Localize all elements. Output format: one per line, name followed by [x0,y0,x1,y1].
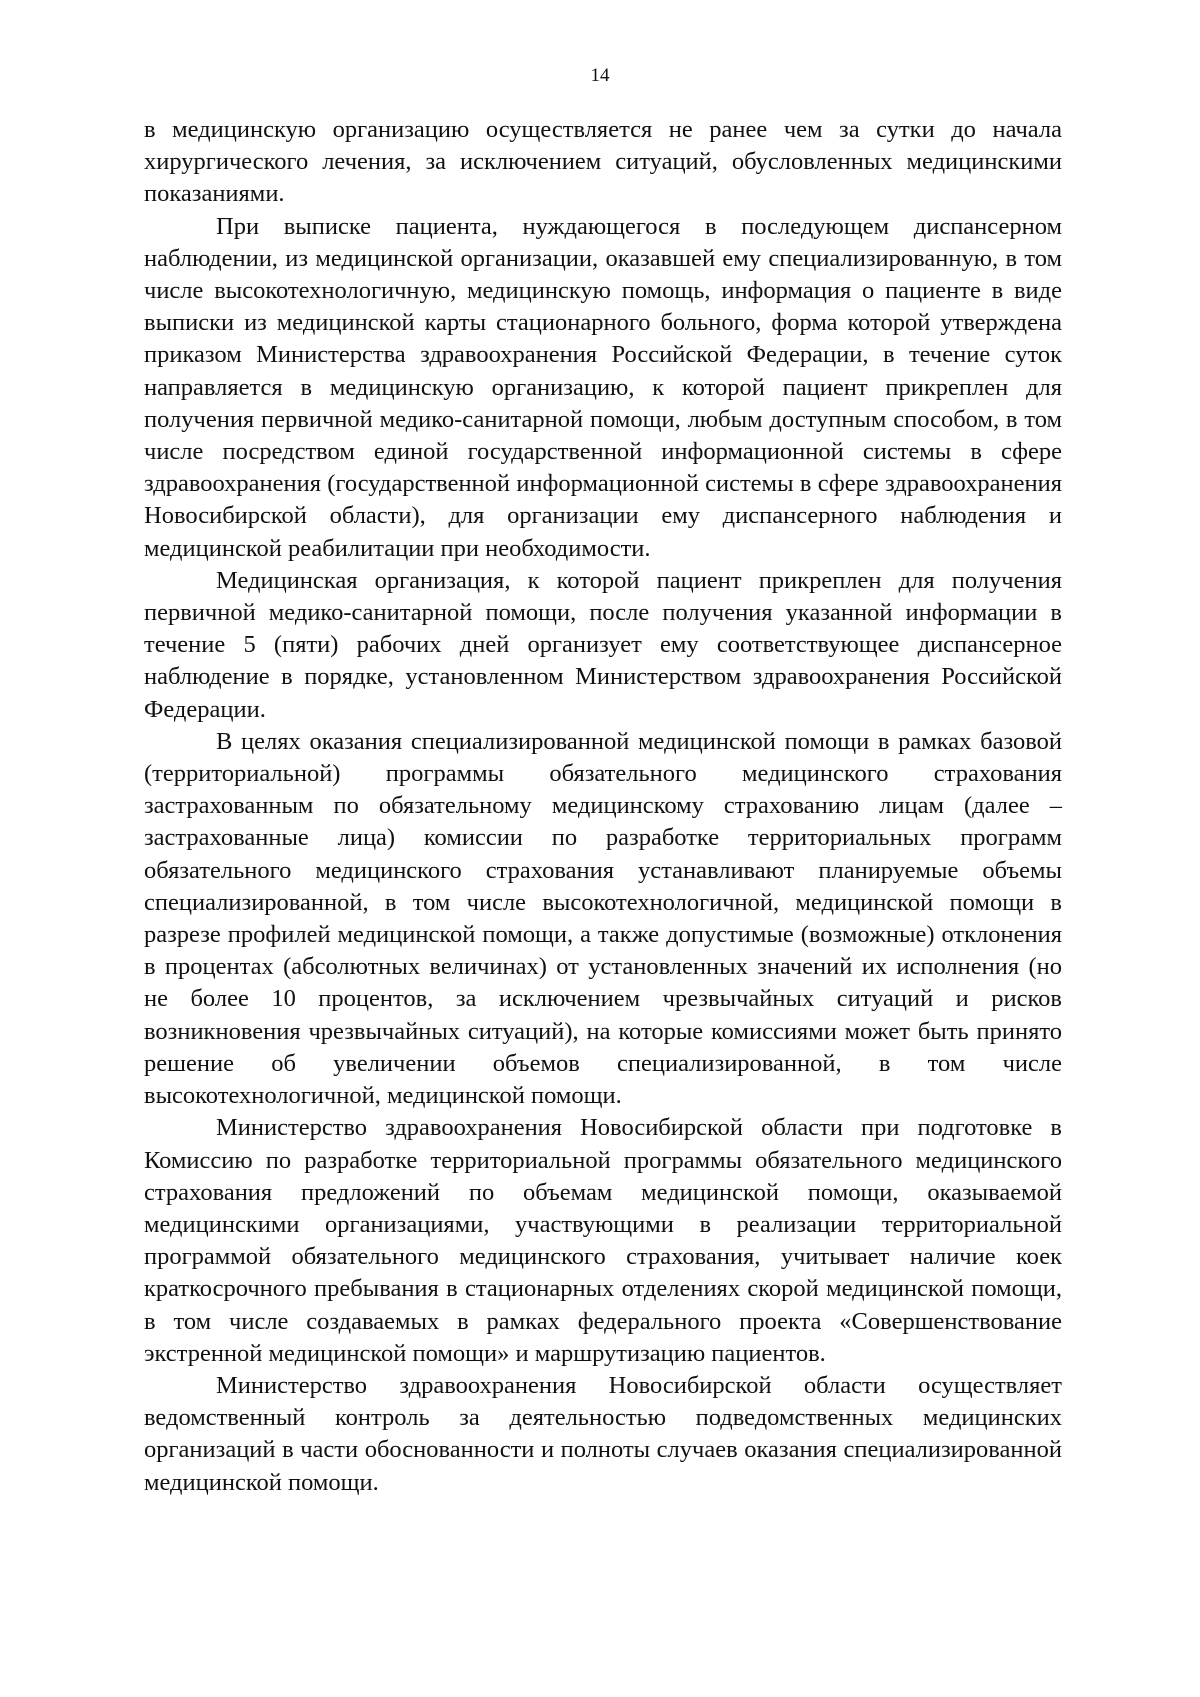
paragraph-continuation: в медицинскую организацию осуществляется не ранее чем за сутки до начала хирургического лечения, за исключением ситуаций, обусловленных медицинскими показаниями. [144,116,1062,208]
page-number: 14 [590,65,610,86]
document-body [144,114,1062,1499]
paragraph-ministry-proposals: Министерство здравоохранения Новосибирской области при подготовке в Комиссию по разработке территориальной программы обязательного медицинского страхования предложений по объемам медицинской помощи, оказываемой медицинскими организациями, участвующими в реализации территориальной программой обязательного медицинского страхования, учитывает наличие коек краткосрочного пребывания в стационарных отделениях скорой медицинской помощи, в том числе создаваемых в рамках федерального проекта «Совершенствование экстренной медицинской помощи» и маршрутизацию пациентов. [144,1114,1062,1367]
paragraph-planned-volumes: В целях оказания специализированной медицинской помощи в рамках базовой (территориальной) программы обязательного медицинского страхования застрахованным по обязательному медицинскому страхованию лицам (далее – застрахованные лица) комиссии по разработке территориальных программ обязательного медицинского страхования устанавливают планируемые объемы специализированной, в том числе высокотехнологичной, медицинской помощи в разрезе профилей медицинской помощи, а также допустимые (возможные) отклонения в процентах (абсолютных величинах) от установленных значений их исполнения (но не более 10 процентов, за исключением чрезвычайных ситуаций и рисков возникновения чрезвычайных ситуаций), на которые комиссиями может быть принято решение об увеличении объемов специализированной, в том числе высокотехнологичной, медицинской помощи. [144,727,1062,1110]
paragraph-discharge-info: При выписке пациента, нуждающегося в последующем диспансерном наблюдении, из медицинской организации, оказавшей ему специализированную, в том числе высокотехнологичную, медицинскую помощь, информация о пациенте в виде выписки из медицинской карты стационарного больного, форма которой утверждена приказом Министерства здравоохранения Российской Федерации, в течение суток направляется в медицинскую организацию, к которой пациент прикреплен для получения первичной медико-санитарной помощи, любым доступным способом, в том числе посредством единой государственной информационной системы в сфере здравоохранения (государственной информационной системы в сфере здравоохранения Новосибирской области), для организации ему диспансерного наблюдения и медицинской реабилитации при необходимости. [144,212,1062,562]
paragraph-dispensary-observation: Медицинская организация, к которой пациент прикреплен для получения первичной медико-санитарной помощи, после получения указанной информации в течение 5 (пяти) рабочих дней организует ему соответствующее диспансерное наблюдение в порядке, установленном Министерством здравоохранения Российской Федерации. [144,566,1062,723]
paragraph-departmental-control: Министерство здравоохранения Новосибирской области осуществляет ведомственный контроль за деятельностью подведомственных медицинских организаций в части обоснованности и полноты случаев оказания специализированной медицинской помощи. [144,1371,1062,1496]
